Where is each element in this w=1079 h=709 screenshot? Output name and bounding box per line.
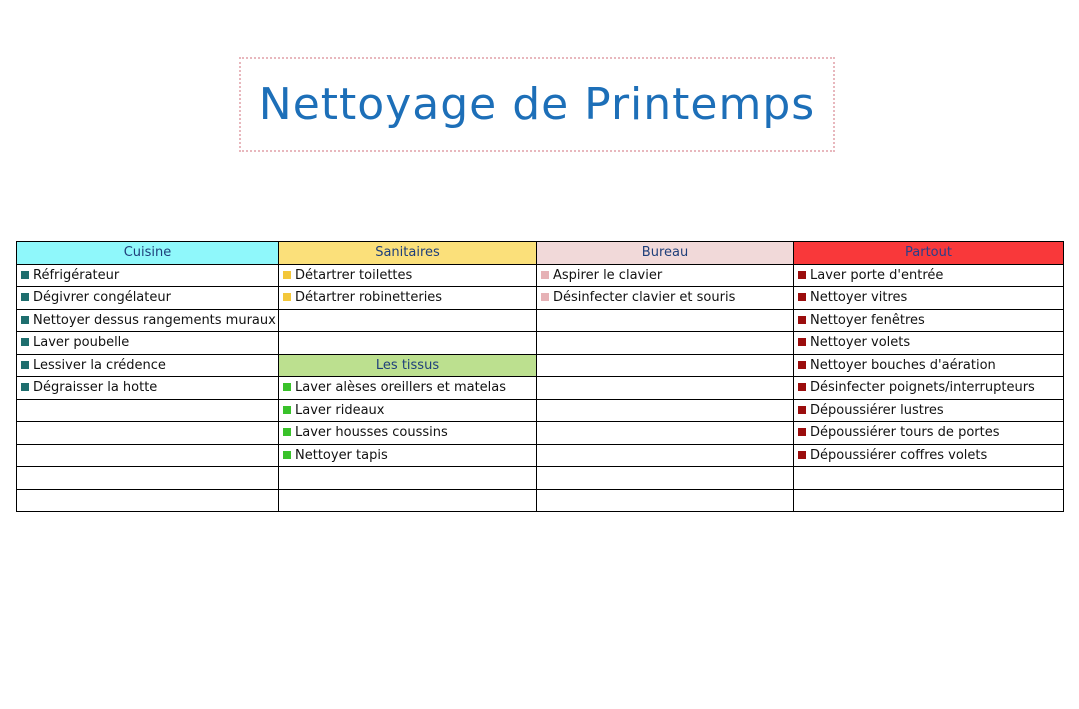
bullet-icon [283, 428, 291, 436]
cleaning-table [16, 241, 1064, 512]
task-label: Nettoyer fenêtres [810, 312, 925, 328]
cell [279, 287, 537, 310]
bullet-icon [21, 271, 29, 279]
task-label: Nettoyer tapis [295, 447, 388, 463]
cell [279, 444, 537, 467]
page-title: Nettoyage de Printemps [258, 79, 816, 130]
cell [794, 422, 1064, 445]
header-cuisine: Cuisine [17, 242, 279, 265]
header-partout: Partout [794, 242, 1064, 265]
cell [537, 489, 794, 512]
bullet-icon [21, 361, 29, 369]
task-label: Dépoussiérer tours de portes [810, 425, 1000, 441]
cell [794, 287, 1064, 310]
cell [17, 309, 279, 332]
cell [537, 399, 794, 422]
cell [17, 287, 279, 310]
cell [537, 467, 794, 490]
cell [794, 264, 1064, 287]
task-label: Laver poubelle [33, 335, 130, 351]
table-row [17, 467, 1064, 490]
bullet-icon [798, 383, 806, 391]
cell [17, 422, 279, 445]
task-label: Dégivrer congélateur [33, 290, 171, 306]
task-label: Laver porte d'entrée [810, 267, 944, 283]
task-label: Détartrer robinetteries [295, 290, 443, 306]
table-row [17, 489, 1064, 512]
cell [794, 332, 1064, 355]
cell [537, 287, 794, 310]
task-label: Nettoyer dessus rangements muraux [33, 312, 276, 328]
cell [17, 332, 279, 355]
bullet-icon [283, 451, 291, 459]
bullet-icon [541, 293, 549, 301]
bullet-icon [798, 293, 806, 301]
task-label: Dépoussiérer coffres volets [810, 447, 988, 463]
table-row [17, 422, 1064, 445]
bullet-icon [283, 293, 291, 301]
cell [279, 377, 537, 400]
cell [279, 332, 537, 355]
table-row [17, 377, 1064, 400]
bullet-icon [541, 271, 549, 279]
cell [17, 399, 279, 422]
table-row [17, 287, 1064, 310]
task-label: Laver alèses oreillers et matelas [295, 380, 507, 396]
table-row [17, 354, 1064, 377]
cell [279, 264, 537, 287]
task-label: Lessiver la crédence [33, 357, 166, 373]
task-label: Nettoyer volets [810, 335, 911, 351]
cell [17, 467, 279, 490]
bullet-icon [798, 406, 806, 414]
bullet-icon [21, 383, 29, 391]
table-row [17, 444, 1064, 467]
cell [279, 399, 537, 422]
task-label: Nettoyer vitres [810, 290, 908, 306]
cell [794, 309, 1064, 332]
cell [17, 354, 279, 377]
bullet-icon [283, 383, 291, 391]
bullet-icon [283, 406, 291, 414]
bullet-icon [798, 451, 806, 459]
cell [17, 444, 279, 467]
task-label: Laver rideaux [295, 402, 385, 418]
cell [537, 354, 794, 377]
bullet-icon [798, 361, 806, 369]
cell [17, 264, 279, 287]
cell [17, 377, 279, 400]
cell [279, 422, 537, 445]
task-label: Laver housses coussins [295, 425, 448, 441]
task-label: Dégraisser la hotte [33, 380, 158, 396]
header-sanitaires: Sanitaires [279, 242, 537, 265]
cell [537, 332, 794, 355]
bullet-icon [21, 338, 29, 346]
cell [279, 467, 537, 490]
bullet-icon [21, 316, 29, 324]
cell [794, 399, 1064, 422]
header-tissus: Les tissus [279, 354, 537, 377]
cell [794, 377, 1064, 400]
cell [537, 264, 794, 287]
title-box [239, 57, 835, 152]
bullet-icon [798, 271, 806, 279]
bullet-icon [798, 428, 806, 436]
header-bureau: Bureau [537, 242, 794, 265]
cell [537, 309, 794, 332]
task-label: Aspirer le clavier [553, 267, 663, 283]
task-label: Désinfecter poignets/interrupteurs [810, 380, 1035, 396]
cell [537, 422, 794, 445]
task-label: Nettoyer bouches d'aération [810, 357, 996, 373]
cell [794, 444, 1064, 467]
cell [279, 489, 537, 512]
bullet-icon [798, 316, 806, 324]
table-row [17, 264, 1064, 287]
cell [794, 489, 1064, 512]
cell [537, 377, 794, 400]
header-row [17, 242, 1064, 265]
bullet-icon [283, 271, 291, 279]
task-label: Dépoussiérer lustres [810, 402, 944, 418]
task-label: Détartrer toilettes [295, 267, 413, 283]
cell [794, 354, 1064, 377]
table-row [17, 332, 1064, 355]
task-label: Réfrigérateur [33, 267, 120, 283]
cell [279, 309, 537, 332]
table-row [17, 309, 1064, 332]
table-row [17, 399, 1064, 422]
cell [17, 489, 279, 512]
cell [537, 444, 794, 467]
bullet-icon [21, 293, 29, 301]
task-label: Désinfecter clavier et souris [553, 290, 736, 306]
cell [794, 467, 1064, 490]
bullet-icon [798, 338, 806, 346]
